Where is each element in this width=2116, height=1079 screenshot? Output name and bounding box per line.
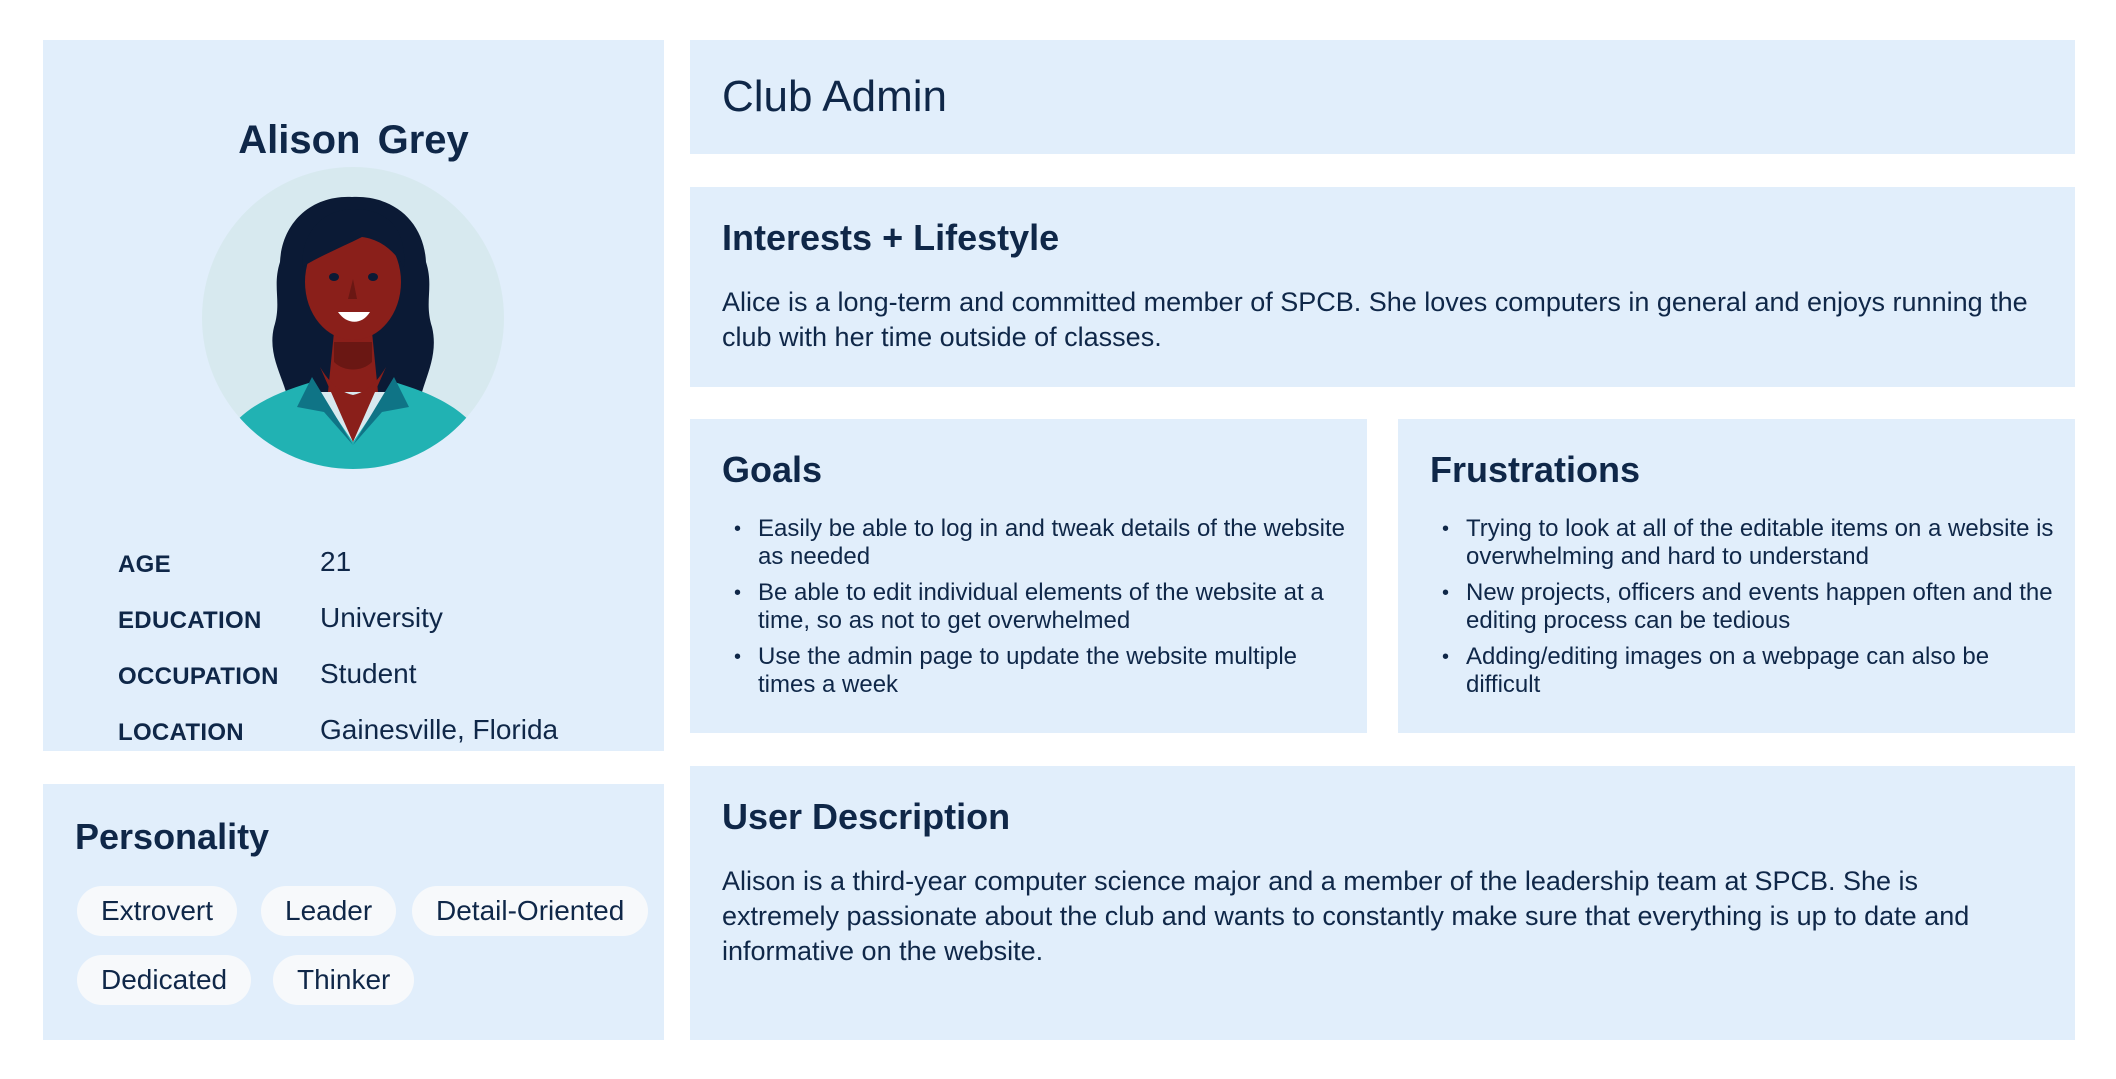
frustrations-card [1398, 419, 2075, 733]
role-card [690, 40, 2075, 154]
list-item: • Adding/editing images on a webpage can also be difficult [1442, 643, 1990, 698]
fact-value: University [320, 602, 443, 633]
fact-value: 21 [320, 546, 352, 577]
first-name: Alison [238, 118, 361, 162]
interests-text: Alice is a long-term and committed member of SPCB. She loves computers in general and enjoys running the club with her time outside of classes. [722, 287, 2028, 352]
user-description-text: Alison is a third-year computer science major and a member of the leadership team at SPCB. She is extremely passionate about the club and wants to constantly make sure that everything is up to date and informative on the website. [722, 866, 1970, 966]
persona-name [43, 118, 664, 163]
frustration-text: Trying to look at all of the editable items on a website is overwhelming and hard to understand [1466, 515, 2054, 570]
frustration-text: Adding/editing images on a webpage can also be difficult [1466, 643, 1990, 698]
user-description-card [690, 766, 2075, 1040]
list-item: • Use the admin page to update the website multiple times a week [734, 643, 1298, 698]
interests-title: Interests + Lifestyle [722, 217, 1060, 258]
trait-pill: Dedicated [77, 955, 251, 1005]
list-item: • Be able to edit individual elements of the website at a time, so as not to get overwhelmed [734, 579, 1324, 634]
trait-pill: Extrovert [77, 886, 237, 936]
list-item: • Trying to look at all of the editable items on a website is overwhelming and hard to understand [1442, 515, 2054, 570]
personality-card [43, 784, 664, 1040]
list-item: • New projects, officers and events happen often and the editing process can be tedious [1442, 579, 2053, 634]
frustrations-title: Frustrations [1430, 449, 1641, 490]
fact-value: Student [320, 658, 417, 689]
fact-value: Gainesville, Florida [320, 714, 559, 745]
fact-label: OCCUPATION [118, 663, 279, 690]
goals-title: Goals [722, 449, 823, 490]
goal-text: Use the admin page to update the website multiple times a week [758, 643, 1298, 698]
interests-card [690, 187, 2075, 387]
goal-text: Easily be able to log in and tweak details of the website as needed [758, 515, 1346, 570]
fact-label: LOCATION [118, 719, 244, 746]
frustration-text: New projects, officers and events happen often and the editing process can be tedious [1466, 579, 2053, 634]
fact-label: EDUCATION [118, 607, 262, 634]
frustrations-list [1430, 515, 2055, 707]
fact-label: AGE [118, 551, 171, 578]
role-title: Club Admin [722, 72, 948, 121]
goal-text: Be able to edit individual elements of the website at a time, so as not to get overwhelmed [758, 579, 1324, 634]
goals-card [690, 419, 1367, 733]
personality-title: Personality [75, 816, 270, 857]
avatar-icon [202, 167, 504, 469]
last-name: Grey [377, 118, 469, 162]
trait-pill: Thinker [273, 955, 414, 1005]
profile-card [43, 40, 664, 751]
goals-list [722, 515, 1347, 707]
user-description-title: User Description [722, 796, 1011, 837]
trait-pill: Detail-Oriented [412, 886, 648, 936]
trait-pill: Leader [261, 886, 396, 936]
list-item: • Easily be able to log in and tweak details of the website as needed [734, 515, 1346, 570]
